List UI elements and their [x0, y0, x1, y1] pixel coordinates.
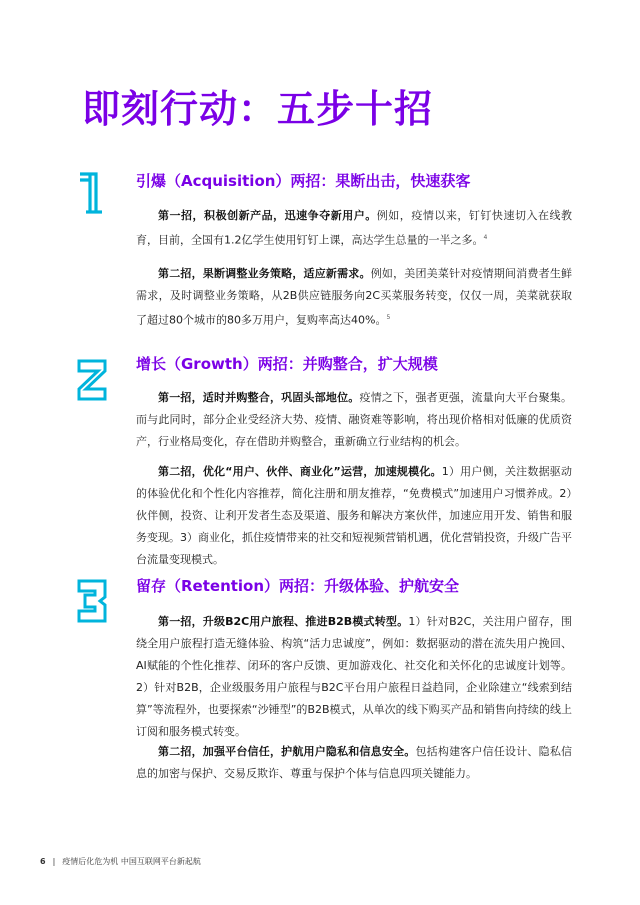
- paragraph-lead: 第一招，适时并购整合，巩固头部地位。: [158, 391, 360, 404]
- paragraph-retention-1: [136, 611, 572, 743]
- page-footer: [40, 856, 201, 867]
- footer-text: 疫情后化危为机 中国互联网平台新起航: [62, 857, 201, 866]
- footer-separator: |: [52, 857, 56, 866]
- paragraph-growth-1: [136, 387, 572, 453]
- paragraph-retention-2: [136, 741, 572, 785]
- section-heading-acquisition: 引爆（Acquisition）两招：果断出击，快速获客: [136, 172, 471, 190]
- paragraph-acquisition-2: [136, 263, 572, 332]
- paragraph-text: 1）针对B2C，关注用户留存，围绕全用户旅程打造无缝体验、构筑“活力忠诚度”，例如：数据驱动的潜在流失用户挽回、AI赋能的个性化推荐、闭环的客户反馈、更加游戏化、社交化和关怀化的忠诚度计划等。2）针对B2B，企业级服务用户旅程与B2C平台用户旅程日益趋同，企业除建立“线索到结算”等流程外，也要探索“沙锤型”的B2B模式，从单次的线下购买产品和销售向持续的线上订阅和服务模式转变。: [136, 615, 572, 738]
- page-title: 即刻行动：五步十招: [82, 87, 434, 131]
- section-heading-retention: 留存（Retention）两招：升级体验、护航安全: [136, 577, 460, 595]
- number-2-icon: [76, 353, 108, 403]
- paragraph-text: 例如，美团美菜针对疫情期间消费者生鲜需求，及时调整业务策略，从2B供应链服务向2C买菜服务转变，仅仅一周，美菜就获取了超过80个城市的80多万用户，复购率高达40%。: [136, 267, 573, 327]
- paragraph-lead: 第一招，积极创新产品，迅速争夺新用户。: [158, 209, 377, 222]
- paragraph-acquisition-1: [136, 205, 572, 252]
- paragraph-text: 疫情之下，强者更强，流量向大平台聚集。而与此同时，部分企业受经济大势、疫情、融资难等影响，将出现价格相对低廉的优质资产，行业格局变化，存在借助并购整合，重新确立行业结构的机会。: [136, 391, 572, 448]
- paragraph-lead: 第二招，优化“用户、伙伴、商业化”运营，加速规模化。: [158, 465, 442, 478]
- number-3-icon: [76, 575, 108, 625]
- paragraph-lead: 第二招，果断调整业务策略，适应新需求。: [158, 267, 371, 280]
- paragraph-text: 1）用户侧，关注数据驱动的体验优化和个性化内容推荐，简化注册和朋友推荐，“免费模式”加速用户习惯养成。2）伙伴侧，投资、让利开发者生态及渠道、服务和解决方案伙伴，加速应用开发、销售和服务变现。3）商业化，抓住疫情带来的社交和短视频营销机遇，优化营销投资，升级广告平台流量变现模式。: [136, 465, 572, 566]
- footnote-marker: 5: [386, 314, 391, 321]
- paragraph-lead: 第二招，加强平台信任，护航用户隐私和信息安全。: [158, 745, 416, 758]
- number-1-icon: [76, 168, 108, 218]
- footnote-marker: 4: [483, 234, 488, 241]
- page-number: 6: [40, 857, 46, 866]
- paragraph-growth-2: [136, 461, 572, 571]
- paragraph-text: 例如，疫情以来，钉钉快速切入在线教育，目前，全国有1.2亿学生使用钉钉上课，高达学生总量的一半之多。: [136, 209, 573, 247]
- section-heading-growth: 增长（Growth）两招：并购整合，扩大规模: [136, 355, 438, 373]
- paragraph-lead: 第一招，升级B2C用户旅程、推进B2B模式转型。: [158, 615, 409, 628]
- paragraph-text: 包括构建客户信任设计、隐私信息的加密与保护、交易反欺诈、尊重与保护个体与信息四项关键能力。: [136, 745, 573, 780]
